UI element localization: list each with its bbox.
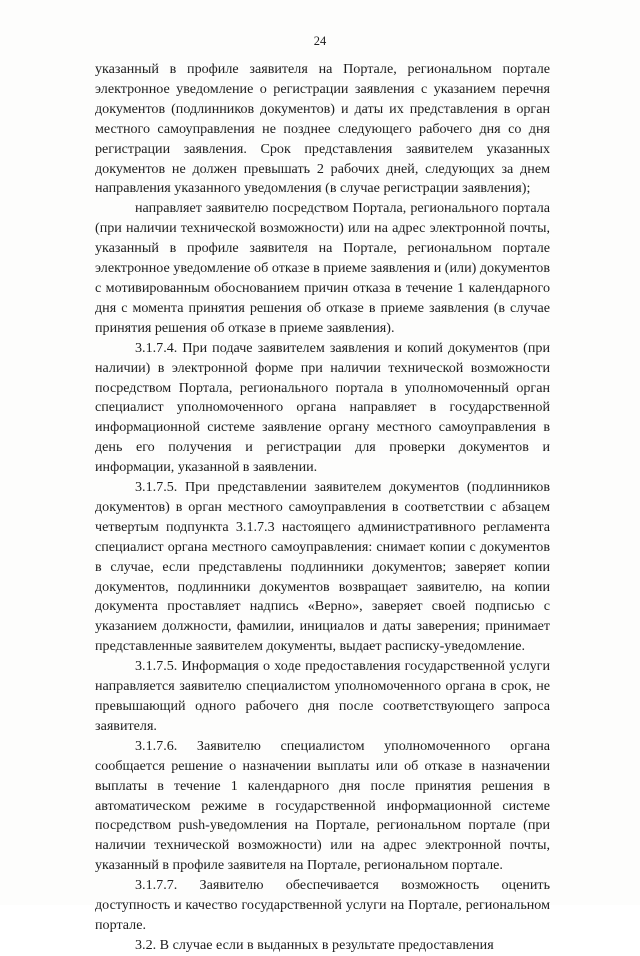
paragraph-continuation: указанный в профиле заявителя на Портале, региональном портале электронное уведомление о регистрации заявления с указанием перечня документов (подлинников документов) и даты их представления в орган местного самоуправления не позднее следующего рабочего дня со дня регистрации заявления. Срок представления заявителем указанных документов не должен превышать 2 рабочих дней, следующих за днем направления указанного уведомления (в случае регистрации заявления); [95,61,550,197]
paragraph-3-1-7-4: 3.1.7.4. При подаче заявителем заявления и копий документов (при наличии) в электронной форме при наличии технической возможности посредством Портала, регионального портала в уполномоченный орган специалист уполномоченного органа направляет в государственной информационной системе заявление органу местного самоуправления в день его получения и регистрации для проверки документов и информации, указанной в заявлении. [95,339,550,476]
page-number: 24 [313,34,327,48]
paragraph-3-1-7-5-b: 3.1.7.5. Информация о ходе предоставления государственной услуги направляется заявителю специалистом уполномоченного органа в срок, не превышающий одного рабочего дня после соответствующего запроса заявителя. [95,658,550,734]
paragraph-3-1-7-5-a: 3.1.7.5. При представлении заявителем документов (подлинников документов) в орган местного самоуправления в соответствии с абзацем четвертым подпункта 3.1.7.3 настоящего административного регламента специалист органа местного самоуправления: снимает копии с документов в случае, если представлены подлинники документов; заверяет копии документов, подлинники документов возвращает заявителю, на копии документа проставляет надпись «Верно», заверяет своей подписью с указанием должности, фамилии, инициалов и даты заверения; принимает представленные заявителем документы, выдает расписку-уведомление. [95,479,550,655]
paragraph-3-1-7-7: 3.1.7.7. Заявителю обеспечивается возможность оценить доступность и качество государственной услуги на Портале, региональном портале. [95,877,550,933]
document-body [95,60,550,956]
paragraph-3-2: 3.2. В случае если в выданных в результате предоставления [135,936,494,953]
paragraph-refusal-notice: направляет заявителю посредством Портала, регионального портала (при наличии технической возможности) или на адрес электронной почты, указанный в профиле заявителя на Портале, региональном портале электронное уведомление об отказе в приеме заявления и (или) документов с мотивированным обоснованием причин отказа в течение 1 календарного дня с момента принятия решения об отказе в приеме заявления (в случае принятия решения об отказе в приеме заявления). [95,200,550,336]
paragraph-3-1-7-6: 3.1.7.6. Заявителю специалистом уполномоченного органа сообщается решение о назначении выплаты или об отказе в назначении выплаты в течение 1 календарного дня после принятия решения в автоматическом режиме в государственной информационной системе посредством push-уведомления на Портале, региональном портале (при наличии технической возможности) или на адрес электронной почты, указанный в профиле заявителя на Портале, региональном портале. [95,737,550,874]
